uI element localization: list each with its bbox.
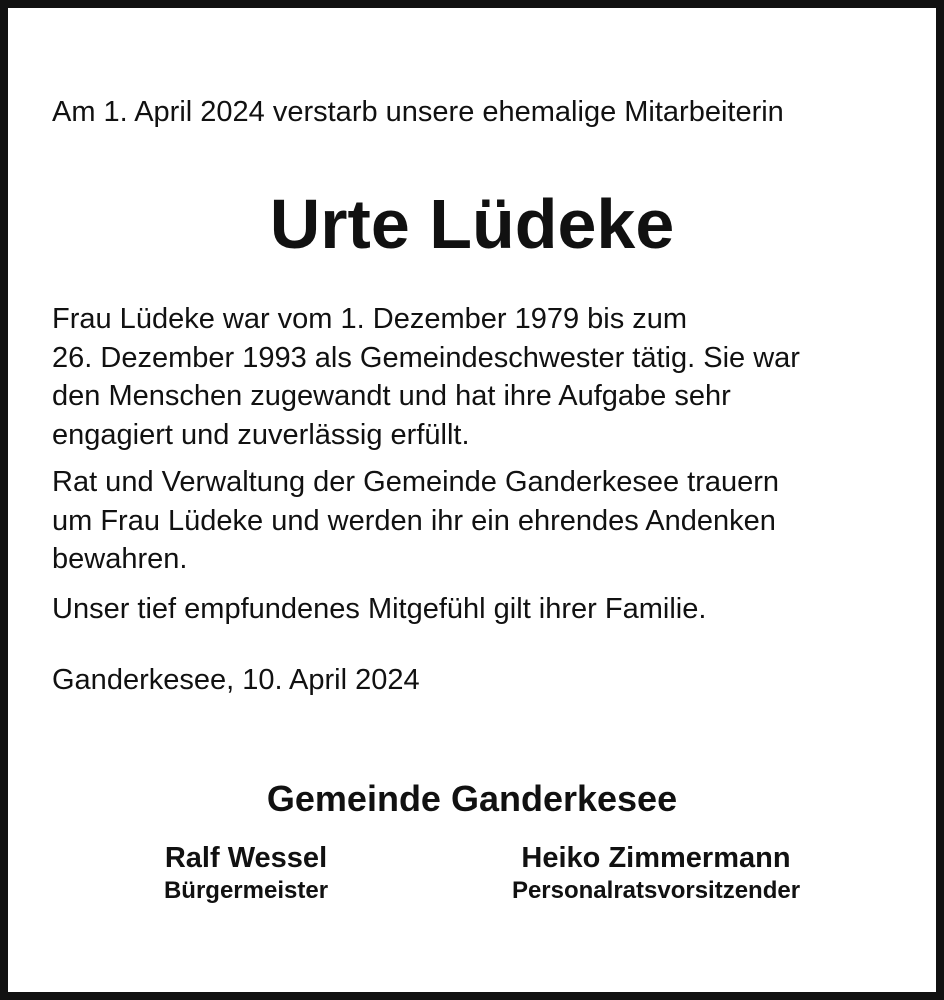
organization-name: Gemeinde Ganderkesee [266, 778, 678, 819]
intro-text: Am 1. April 2024 verstarb unsere ehemalige Mitarbeiterin [52, 96, 784, 128]
paragraph-career [52, 300, 912, 454]
paragraph-line: engagiert und zuverlässig erfüllt. [52, 418, 470, 451]
paragraph-line: Rat und Verwaltung der Gemeinde Ganderkesee trauern [52, 466, 780, 498]
signer-name: Heiko Zimmermann [521, 842, 791, 874]
signer-staff-council [496, 840, 816, 906]
paragraph-line: den Menschen zugewandt und hat ihre Aufgabe sehr [52, 380, 731, 412]
paragraph-condolence [52, 590, 912, 629]
paragraph-mourning [52, 463, 912, 579]
signer-role: Personalratsvorsitzender [511, 877, 801, 904]
paragraph-line: um Frau Lüdeke und werden ihr ein ehrendes Andenken [52, 504, 776, 537]
signer-name: Ralf Wessel [164, 842, 328, 874]
paragraph-line: bewahren. [52, 543, 188, 575]
paragraph-line: 26. Dezember 1993 als Gemeindeschwester tätig. Sie war [52, 341, 800, 374]
paragraph-line: Unser tief empfundenes Mitgefühl gilt ihrer Familie. [52, 593, 707, 625]
place-date: Ganderkesee, 10. April 2024 [52, 664, 420, 696]
deceased-name: Urte Lüdeke [269, 185, 675, 263]
signer-mayor [96, 840, 396, 906]
signer-role: Bürgermeister [163, 877, 329, 904]
paragraph-line: Frau Lüdeke war vom 1. Dezember 1979 bis zum [52, 303, 688, 335]
